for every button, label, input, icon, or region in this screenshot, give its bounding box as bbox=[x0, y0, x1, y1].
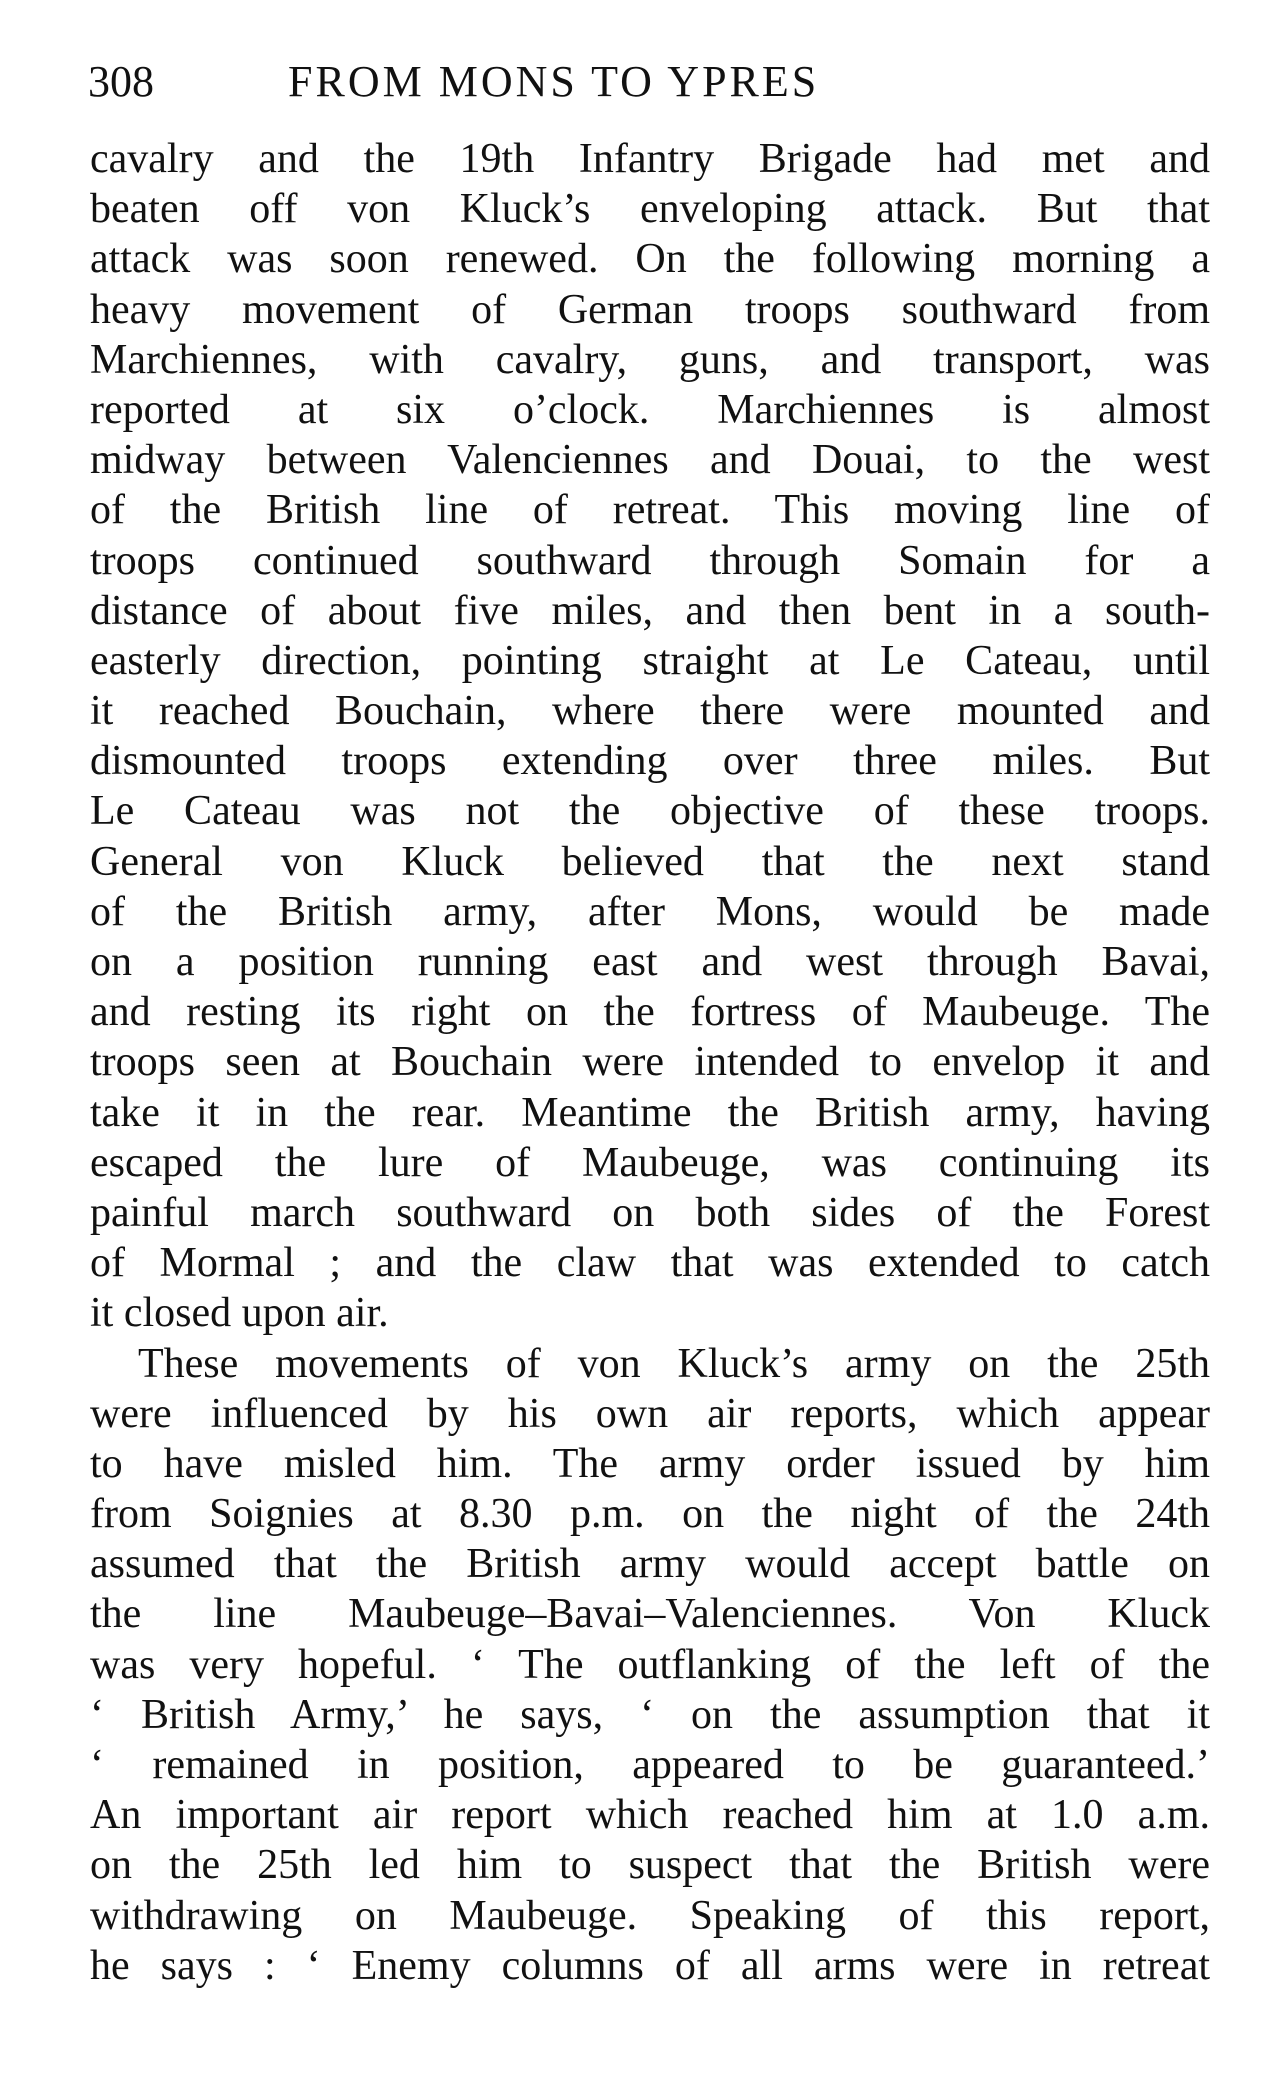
text-line: painful march southward on both sides of the Forest bbox=[90, 1189, 1210, 1236]
text-line: from Soignies at 8.30 p.m. on the night of the 24th bbox=[90, 1491, 1210, 1538]
text-line: withdrawing on Maubeuge. Speaking of this report, bbox=[90, 1892, 1210, 1939]
text-line: Marchiennes, with cavalry, guns, and transport, was bbox=[90, 336, 1210, 383]
text-line: assumed that the British army would accept battle on bbox=[90, 1541, 1210, 1588]
paragraph-start-line: These movements of von Kluck’s army on the 25th bbox=[138, 1340, 1210, 1387]
text-line: take it in the rear. Meantime the British army, having bbox=[90, 1089, 1210, 1136]
page-number: 308 bbox=[88, 57, 154, 106]
text-line: troops seen at Bouchain were intended to envelop it and bbox=[90, 1039, 1210, 1086]
text-line: escaped the lure of Maubeuge, was continuing its bbox=[90, 1139, 1210, 1186]
text-line: An important air report which reached him at 1.0 a.m. bbox=[90, 1792, 1210, 1839]
text-line: attack was soon renewed. On the following morning a bbox=[90, 236, 1210, 283]
text-line: was very hopeful. ‘ The outflanking of the left of the bbox=[90, 1641, 1210, 1688]
text-line: on the 25th led him to suspect that the British were bbox=[90, 1842, 1210, 1889]
text-line: and resting its right on the fortress of Maubeuge. The bbox=[90, 989, 1210, 1036]
text-line: troops continued southward through Somain for a bbox=[90, 537, 1210, 584]
text-line: to have misled him. The army order issued by him bbox=[90, 1440, 1210, 1487]
text-line: were influenced by his own air reports, which appear bbox=[90, 1390, 1210, 1437]
text-line: beaten off von Kluck’s enveloping attack. But that bbox=[90, 186, 1210, 233]
text-line: midway between Valenciennes and Douai, to the west bbox=[90, 437, 1210, 484]
text-line: reported at six o’clock. Marchiennes is almost bbox=[90, 386, 1210, 433]
text-line: of the British army, after Mons, would be made bbox=[90, 888, 1210, 935]
body-text bbox=[90, 134, 1210, 1991]
text-line: dismounted troops extending over three miles. But bbox=[90, 738, 1210, 785]
text-line: cavalry and the 19th Infantry Brigade had met and bbox=[90, 136, 1210, 182]
text-line: of the British line of retreat. This moving line of bbox=[90, 487, 1210, 534]
running-title: FROM MONS TO YPRES bbox=[288, 57, 820, 106]
text-line: he says : ‘ Enemy columns of all arms were in retreat bbox=[90, 1942, 1210, 1989]
text-line: easterly direction, pointing straight at Le Cateau, until bbox=[90, 637, 1210, 684]
text-line: heavy movement of German troops southward from bbox=[90, 286, 1210, 333]
text-line: of Mormal ; and the claw that was extended to catch bbox=[90, 1240, 1210, 1287]
text-line: Le Cateau was not the objective of these troops. bbox=[90, 788, 1210, 835]
text-line: ‘ remained in position, appeared to be guaranteed.’ bbox=[90, 1742, 1210, 1788]
text-line: General von Kluck believed that the next stand bbox=[90, 838, 1210, 885]
paragraph-end-line: it closed upon air. bbox=[90, 1290, 389, 1337]
running-head bbox=[88, 52, 1208, 112]
text-line: the line Maubeuge–Bavai–Valenciennes. Von Kluck bbox=[90, 1591, 1210, 1638]
text-line: ‘ British Army,’ he says, ‘ on the assumption that it bbox=[90, 1691, 1210, 1738]
text-line: on a position running east and west through Bavai, bbox=[90, 939, 1210, 985]
text-line: it reached Bouchain, where there were mounted and bbox=[90, 688, 1210, 735]
text-line: distance of about five miles, and then bent in a south- bbox=[90, 587, 1210, 634]
